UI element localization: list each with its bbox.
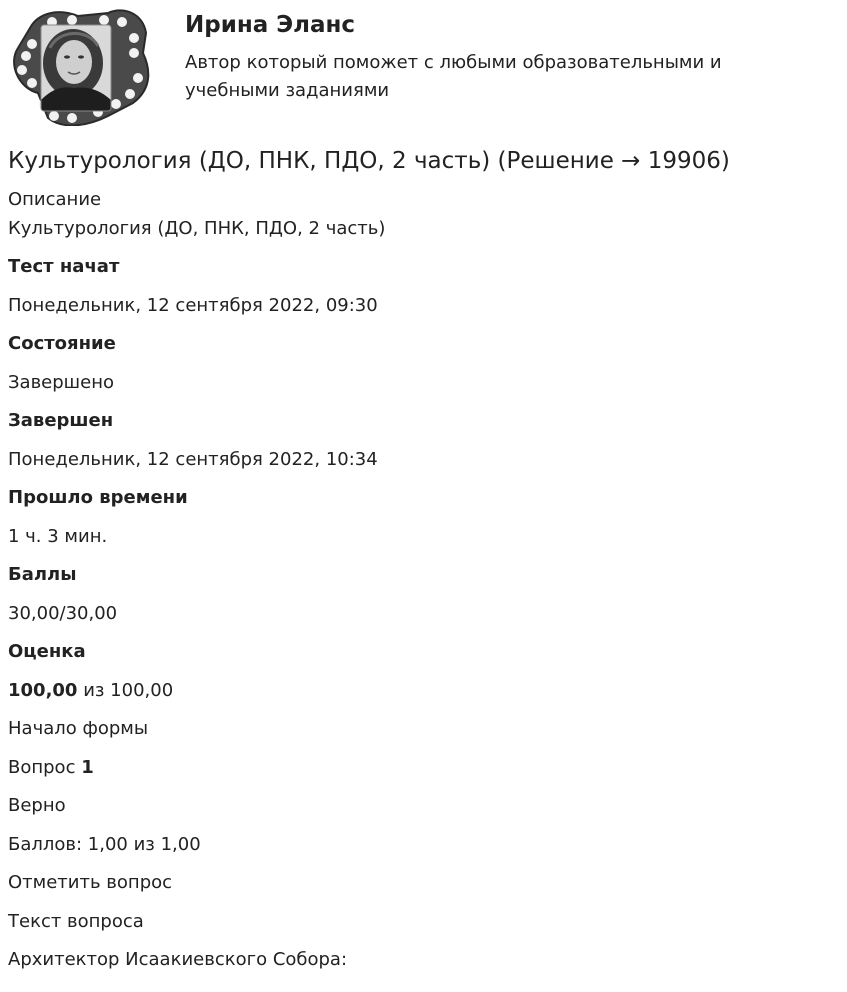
- question-points: Баллов: 1,00 из 1,00: [8, 834, 201, 855]
- question-number: 1: [81, 757, 94, 778]
- question-text: Архитектор Исаакиевского Собора:: [8, 949, 348, 970]
- question-text-label: Текст вопроса: [8, 911, 144, 932]
- grade-label: Оценка: [8, 641, 86, 662]
- author-description: Автор который поможет с любыми образовательными и учебными заданиями: [185, 52, 722, 101]
- page-title: Культурология (ДО, ПНК, ПДО, 2 часть) (Решение → 19906): [8, 148, 730, 174]
- state-value: Завершено: [8, 372, 115, 393]
- started-label: Тест начат: [8, 256, 120, 277]
- finished-label: Завершен: [8, 410, 114, 431]
- author-header: [8, 8, 838, 128]
- elapsed-value: 1 ч. 3 мин.: [8, 526, 108, 547]
- question-prefix: Вопрос: [8, 757, 82, 778]
- question-status: Верно: [8, 795, 66, 816]
- description-label: Описание: [8, 189, 102, 210]
- state-label: Состояние: [8, 333, 116, 354]
- grade-value: 100,00: [8, 680, 78, 701]
- grade-suffix: из 100,00: [77, 680, 174, 701]
- points-label: Баллы: [8, 564, 77, 585]
- question-heading: [8, 757, 94, 778]
- avatar: [8, 8, 150, 126]
- points-value: 30,00/30,00: [8, 603, 118, 624]
- finished-value: Понедельник, 12 сентября 2022, 10:34: [8, 449, 378, 470]
- author-name: Ирина Эланс: [185, 12, 356, 38]
- flag-question-link[interactable]: Отметить вопрос: [8, 872, 173, 893]
- form-start: Начало формы: [8, 718, 149, 739]
- started-value: Понедельник, 12 сентября 2022, 09:30: [8, 295, 378, 316]
- elapsed-label: Прошло времени: [8, 487, 188, 508]
- film-reel-avatar-icon: [8, 8, 150, 126]
- grade-row: [8, 680, 173, 701]
- description-value: Культурология (ДО, ПНК, ПДО, 2 часть): [8, 218, 386, 239]
